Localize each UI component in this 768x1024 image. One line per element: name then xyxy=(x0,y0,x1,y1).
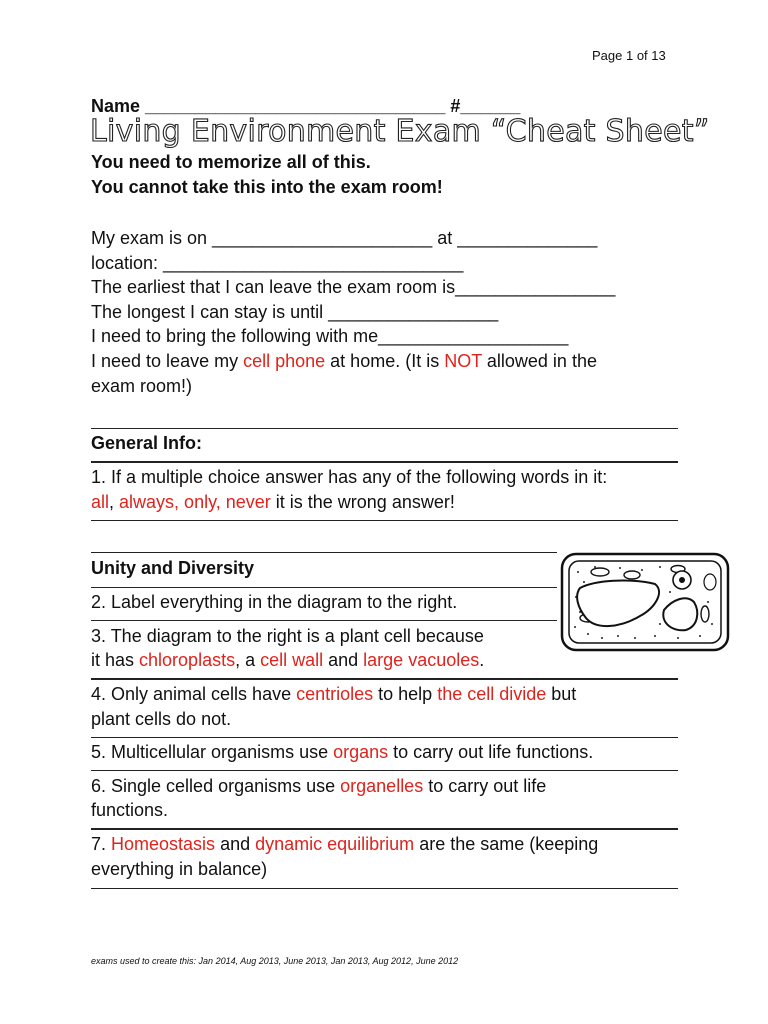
item6-text-b: to carry out life xyxy=(423,776,547,796)
longest-stay-line: The longest I can stay is until _________________ xyxy=(91,302,499,322)
large-vacuoles-highlight: large vacuoles xyxy=(363,650,480,670)
homeostasis-highlight: Homeostasis xyxy=(111,834,216,854)
earliest-leave-line: The earliest that I can leave the exam room is________________ xyxy=(91,277,616,297)
divider xyxy=(91,552,557,553)
organelle xyxy=(704,574,716,590)
exam-date-line: My exam is on ______________________ at ______________ xyxy=(91,228,598,248)
unity-item-4-cont: plant cells do not. xyxy=(91,709,232,729)
page-title: Living Environment Exam “Cheat Sheet” xyxy=(90,114,710,149)
unity-item-6-cont: functions. xyxy=(91,800,169,820)
unity-item-2: 2. Label everything in the diagram to the right. xyxy=(91,592,458,612)
item3-text-e: . xyxy=(479,650,485,670)
phone-text-a: I need to leave my xyxy=(91,351,244,371)
item4-text-c: but xyxy=(546,684,577,704)
item5-text-a: 5. Multicellular organisms use xyxy=(91,742,334,762)
phone-rule-line xyxy=(91,349,597,374)
divider xyxy=(91,770,678,771)
all-highlight: all xyxy=(91,492,110,512)
unity-diversity-heading: Unity and Diversity xyxy=(91,558,255,578)
item4-text-a: 4. Only animal cells have xyxy=(91,684,297,704)
chloroplast xyxy=(624,571,640,579)
phone-highlight: cell phone xyxy=(243,351,326,371)
divider xyxy=(91,520,678,521)
location-line: location: ______________________________ xyxy=(91,253,464,273)
divider xyxy=(91,428,678,429)
item5-text-b: to carry out life functions. xyxy=(388,742,594,762)
divider xyxy=(91,888,678,889)
phone-text-c: allowed in the xyxy=(481,351,597,371)
divider xyxy=(91,620,557,621)
item6-text-a: 6. Single celled organisms use xyxy=(91,776,341,796)
cell-wall-highlight: cell wall xyxy=(260,650,324,670)
phone-rule-line-2: exam room!) xyxy=(91,376,193,396)
memorize-note: You need to memorize all of this. xyxy=(91,152,371,172)
divider xyxy=(91,678,678,680)
general-item-1-cont xyxy=(91,490,455,515)
phone-text-b: at home. (It is xyxy=(325,351,445,371)
no-exam-room-note: You cannot take this into the exam room! xyxy=(91,177,443,197)
unity-item-5 xyxy=(91,740,593,765)
chloroplast xyxy=(701,606,709,622)
item3-text-d: and xyxy=(323,650,364,670)
general-item-1: 1. If a multiple choice answer has any of the following words in it: xyxy=(91,467,608,487)
divider xyxy=(91,587,557,588)
unity-item-4 xyxy=(91,682,576,707)
item7-text-a: 7. xyxy=(91,834,112,854)
item7-text-b: and xyxy=(215,834,256,854)
organelles-highlight: organelles xyxy=(340,776,424,796)
page-number: Page 1 of 13 xyxy=(592,48,666,63)
cell-divide-highlight: the cell divide xyxy=(437,684,547,704)
footer-note: exams used to create this: Jan 2014, Aug 2013, June 2013, Jan 2013, Aug 2012, June 2012 xyxy=(91,956,459,966)
bring-items-line: I need to bring the following with me___________________ xyxy=(91,326,569,346)
dynamic-equilibrium-highlight: dynamic equilibrium xyxy=(255,834,415,854)
general-item-1-end: it is the wrong answer! xyxy=(270,492,455,512)
item3-text-b: it has xyxy=(91,650,140,670)
nucleolus xyxy=(679,577,685,583)
divider xyxy=(91,461,678,463)
organs-highlight: organs xyxy=(333,742,389,762)
chloroplasts-highlight: chloroplasts xyxy=(139,650,236,670)
centrioles-highlight: centrioles xyxy=(296,684,374,704)
name-number-line: Name ______________________________ #______ xyxy=(91,96,521,116)
general-item-1-sep: , xyxy=(109,492,120,512)
unity-item-3: 3. The diagram to the right is a plant cell because xyxy=(91,626,484,646)
unity-item-7-cont: everything in balance) xyxy=(91,859,268,879)
divider xyxy=(91,737,678,738)
unity-item-3-cont xyxy=(91,648,484,673)
always-only-never-highlight: always, only, never xyxy=(119,492,271,512)
item7-text-c: are the same (keeping xyxy=(414,834,599,854)
plant-cell-diagram xyxy=(560,552,730,652)
divider xyxy=(91,828,678,830)
chloroplast xyxy=(591,568,609,576)
unity-item-7 xyxy=(91,832,598,857)
item4-text-b: to help xyxy=(373,684,438,704)
item3-text-c: , a xyxy=(235,650,261,670)
unity-item-6 xyxy=(91,774,546,799)
general-info-heading: General Info: xyxy=(91,433,203,453)
not-highlight: NOT xyxy=(444,351,482,371)
